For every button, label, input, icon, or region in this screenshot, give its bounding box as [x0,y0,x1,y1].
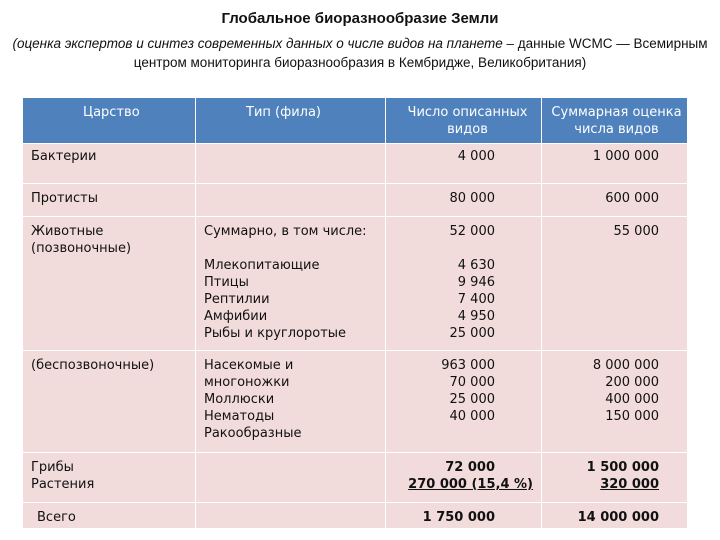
described-value: 4 630 [457,258,495,273]
header-phylum: Тип (фила) [196,98,386,144]
described-value: 72 000 [445,460,495,475]
biodiversity-table [22,97,688,529]
header-described: Число описанных видов [386,98,542,144]
described-value: 25 000 [449,326,495,341]
estimated-cell [542,453,688,503]
described-value: 7 400 [457,292,495,307]
described-value: 40 000 [449,409,495,424]
described-cell [386,217,542,351]
estimated-value: 150 000 [605,409,659,424]
header-estimated: Суммарная оценка числа видов [542,98,688,144]
kingdom-cell [23,217,196,351]
group-item: Нематоды [204,409,275,424]
estimated-value: 8 000 000 [592,358,659,373]
kingdom-label: Грибы [31,460,74,475]
kingdom-cell [23,453,196,503]
table-row [23,503,688,529]
subtitle [10,34,710,72]
phylum-cell [196,351,386,453]
group-item: Ракообразные [204,426,302,441]
described-value: 270 000 (15,4 %) [408,477,533,492]
phylum-total: Суммарно, в том числе: [204,224,367,239]
kingdom-label: Растения [31,477,95,492]
phylum-cell [196,503,386,529]
described-cell: 80 000 [386,184,542,217]
estimated-cell [542,351,688,453]
header-row [23,98,688,144]
group-item: Насекомые и многоножки [204,358,294,390]
described-value: 963 000 [441,358,495,373]
estimated-cell: 55 000 [542,217,688,351]
described-cell [386,453,542,503]
group-item: Рыбы и круглоротые [204,326,347,341]
estimated-value: 200 000 [605,375,659,390]
total-estimated: 14 000 000 [542,503,688,529]
kingdom-cell: Бактерии [23,144,196,184]
described-value: 25 000 [449,392,495,407]
phylum-cell [196,184,386,217]
header-kingdom: Царство [23,98,196,144]
described-value: 70 000 [449,375,495,390]
described-cell [386,351,542,453]
phylum-cell [196,144,386,184]
estimated-cell: 1 000 000 [542,144,688,184]
group-item: Птицы [204,275,249,290]
kingdom-label: Животные (позвоночные) [31,224,132,256]
described-cell: 4 000 [386,144,542,184]
total-label: Всего [23,503,196,529]
kingdom-cell: (беспозвоночные) [23,351,196,453]
table-row [23,453,688,503]
estimated-cell: 600 000 [542,184,688,217]
phylum-cell [196,453,386,503]
group-item: Млекопитающие [204,258,320,273]
estimated-value: 320 000 [600,477,659,492]
subtitle-rest: данные WCMC — Всемирным центром мониторинга биоразнообразия в Кембридже, Великобритания) [133,36,708,70]
subtitle-italic: (оценка экспертов и синтез современных данных о числе видов на планете – [12,36,514,51]
group-item: Моллюски [204,392,275,407]
table-row [23,184,688,217]
phylum-cell [196,217,386,351]
group-item: Рептилии [204,292,270,307]
kingdom-cell: Протисты [23,184,196,217]
table-row [23,144,688,184]
described-value: 4 950 [457,309,495,324]
page-title: Глобальное биоразнообразие Земли [221,10,499,27]
table-row [23,351,688,453]
estimated-value: 1 500 000 [586,460,659,475]
table-row [23,217,688,351]
group-item: Амфибии [204,309,268,324]
total-described: 1 750 000 [386,503,542,529]
estimated-value: 400 000 [605,392,659,407]
described-total: 52 000 [449,224,495,239]
described-value: 9 946 [457,275,495,290]
